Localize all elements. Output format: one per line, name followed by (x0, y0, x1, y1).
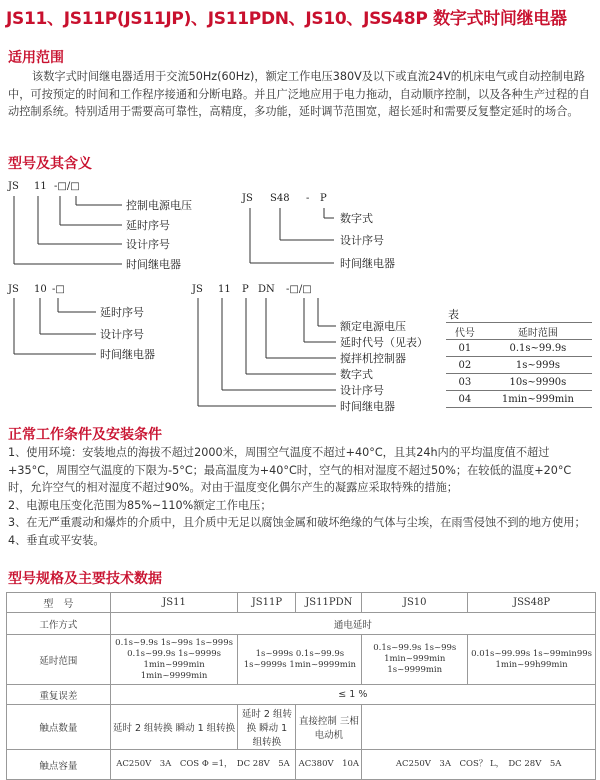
spec-error-value: ≤ 1 % (110, 685, 595, 705)
d3-code-suffix: -□ (52, 284, 65, 295)
spec-contacts-js11pdn: 直接控制 三相电动机 (296, 705, 362, 750)
table-row (446, 391, 592, 408)
d4-code-js: JS (192, 284, 203, 295)
d3-code-js: JS (8, 284, 19, 295)
table-cell: 1s~999s (484, 357, 592, 374)
d4-code-p: P (242, 284, 249, 295)
spec-header-jss48p: JSS48P (468, 593, 596, 613)
spec-table (6, 592, 596, 780)
table-row (446, 357, 592, 374)
conditions-heading: 正常工作条件及安装条件 (8, 427, 162, 443)
delay-table-caption: 表 (448, 308, 459, 321)
table-row (446, 340, 592, 357)
spec-contacts-js11p: 延时 2 组转换 瞬动 1 组转换 (238, 705, 296, 750)
usage-text: 该数字式时间继电器适用于交流50Hz(60Hz)，额定工作电压380V及以下或直流24V的机床电气或自动控制电路中，可按预定的时间和工作程序接通和分断电路。并且广泛地应用于电力拖动，自动顺序控制，以及各种生产过程的自动控制系统。特别适用于需要高可靠性，高精度，多功能，延时调节范围宽，超长延时和需要反复整定延时的场合。 (8, 70, 590, 118)
spec-contacts-label: 触点数量 (7, 705, 111, 750)
spec-error-label: 重复误差 (7, 685, 111, 705)
d1-label-3: 设计序号 (126, 238, 170, 251)
d3-label-2: 设计序号 (100, 328, 144, 341)
spec-capacity-label: 触点容量 (7, 750, 111, 780)
condition-item-3: 3、在无严重震动和爆炸的介质中，且介质中无足以腐蚀金属和破坏绝缘的气体与尘埃，在雨雪侵蚀不到的地方使用； (8, 516, 586, 529)
table-cell: 1min~999min (484, 391, 592, 408)
spec-header-js11p: JS11P (238, 593, 296, 613)
spec-work-mode-label: 工作方式 (7, 613, 111, 635)
d3-label-3: 时间继电器 (100, 348, 155, 361)
table-cell: 01 (446, 340, 484, 357)
spec-capacity-js11: AC250V 3A COS Φ =1， DC 28V 5A (110, 750, 296, 780)
d4-label-2: 延时代号（见表） (340, 336, 428, 349)
table-cell: 10s~9990s (484, 374, 592, 391)
d2-code-s48: S48 (270, 193, 290, 204)
delay-code-table (446, 322, 592, 408)
spec-delay-js10: 0.1s~99.9s 1s~99s 1min~999min 1s~9999min (362, 635, 468, 685)
table-row (7, 635, 596, 685)
table-cell: 03 (446, 374, 484, 391)
d4-code-11: 11 (218, 284, 231, 295)
conditions-list (8, 444, 592, 549)
spec-header-js11: JS11 (110, 593, 238, 613)
d4-label-3: 搅拌机控制器 (340, 352, 406, 365)
d4-label-4: 数字式 (340, 368, 373, 381)
table-row (7, 685, 596, 705)
d1-label-1: 控制电源电压 (126, 199, 192, 212)
usage-heading: 适用范围 (8, 50, 64, 66)
d2-code-p: P (320, 193, 327, 204)
d3-code-10: 10 (34, 284, 47, 295)
d4-label-1: 额定电源电压 (340, 320, 406, 333)
d3-label-1: 延时序号 (100, 306, 144, 319)
d2-code-js: JS (242, 193, 253, 204)
delay-table-header-code: 代号 (446, 323, 484, 340)
d1-code-11: 11 (34, 181, 47, 192)
delay-table-header-range: 延时范围 (484, 323, 592, 340)
d4-label-5: 设计序号 (340, 384, 384, 397)
d1-code-suffix: -□/□ (54, 181, 80, 192)
d4-label-6: 时间继电器 (340, 400, 395, 413)
table-row (446, 374, 592, 391)
model-heading: 型号及其含义 (8, 156, 92, 172)
spec-capacity-js10: AC250V 3A COS？ L， DC 28V 5A (362, 750, 596, 780)
d4-code-suffix: -□/□ (286, 284, 312, 295)
d2-label-2: 设计序号 (340, 234, 384, 247)
spec-header-js11pdn: JS11PDN (296, 593, 362, 613)
d1-label-4: 时间继电器 (126, 258, 181, 271)
spec-delay-jss48p: 0.01s~99.99s 1s~99min99s 1min~99h99min (468, 635, 596, 685)
spec-delay-label: 延时范围 (7, 635, 111, 685)
page-title: JS11、JS11P(JS11JP)、JS11PDN、JS10、JSS48P 数字式时间继电器 (6, 9, 567, 29)
table-cell: 02 (446, 357, 484, 374)
table-row (7, 593, 596, 613)
condition-item-1: 1、使用环境：安装地点的海拔不超过2000米，周围空气温度不超过+40°C，且其24h内的平均温度值不超过+35°C，周围空气温度的下限为-5°C；最高温度为+40°C时，空气的相对湿度不超过50%；在较低的温度+20°C时，允许空气的相对湿度不超过90%。对由于温度变化偶尔产生的凝露应采取特殊的措施； (8, 446, 572, 494)
specs-heading: 型号规格及主要技术数据 (8, 571, 162, 587)
table-row (7, 750, 596, 780)
d2-code-dash: - (306, 193, 310, 204)
d4-code-dn: DN (258, 284, 275, 295)
spec-capacity-js11pdn: AC380V 10A (296, 750, 362, 780)
table-row (7, 705, 596, 750)
d2-label-1: 数字式 (340, 212, 373, 225)
d1-code-js: JS (8, 181, 19, 192)
spec-contacts-js11: 延时 2 组转换 瞬动 1 组转换 (110, 705, 238, 750)
condition-item-4: 4、垂直或平安装。 (8, 533, 105, 547)
spec-work-mode-value: 通电延时 (110, 613, 595, 635)
spec-delay-js11p: 1s~999s 0.1s~99.9s 1s~9999s 1min~9999min (238, 635, 362, 685)
d2-label-3: 时间继电器 (340, 257, 395, 270)
d1-label-2: 延时序号 (126, 219, 170, 232)
spec-header-js10: JS10 (362, 593, 468, 613)
spec-header-model: 型 号 (7, 593, 111, 613)
spec-delay-js11: 0.1s~9.9s 1s~99s 1s~999s 0.1s~99.9s 1s~9999s 1min~999min 1min~9999min (110, 635, 238, 685)
spec-contacts-empty (362, 705, 596, 750)
table-cell: 04 (446, 391, 484, 408)
table-row (7, 613, 596, 635)
table-cell: 0.1s~99.9s (484, 340, 592, 357)
condition-item-2: 2、电源电压变化范围为85%~110%额定工作电压； (8, 498, 272, 512)
